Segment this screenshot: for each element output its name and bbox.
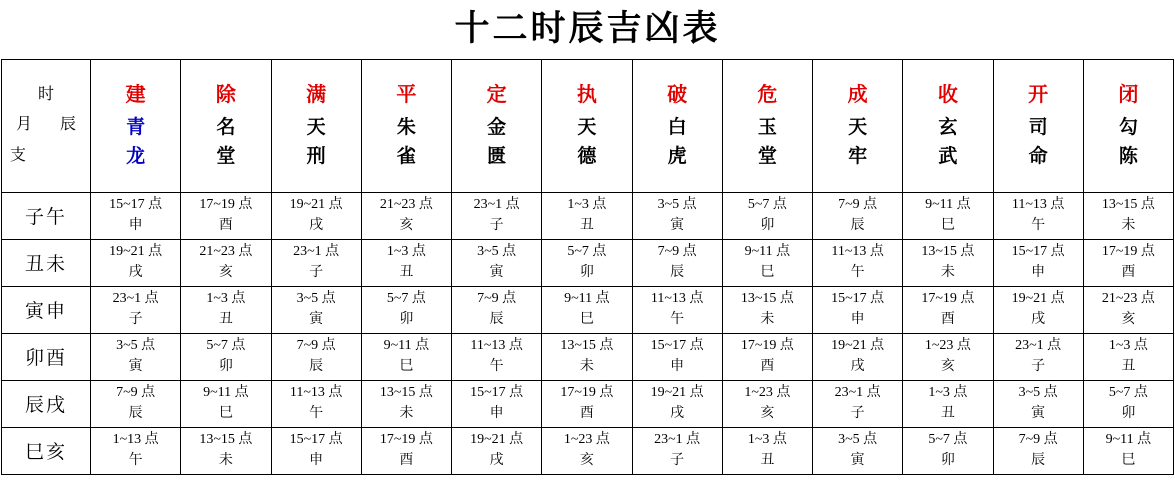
cell-branch: 辰 — [128, 405, 143, 421]
cell-r2-c10 — [993, 286, 1083, 333]
cell-time: 9~11 点 — [203, 385, 249, 401]
cell-r3-c1 — [181, 333, 271, 380]
header-corner-cell — [2, 59, 91, 192]
cell-branch: 丑 — [940, 405, 955, 421]
cell-r5-c4 — [452, 427, 542, 474]
cell-r5-c11 — [1083, 427, 1173, 474]
header-god-bi-1: 勾 — [1118, 116, 1138, 138]
cell-branch: 酉 — [218, 217, 233, 233]
cell-r2-c9 — [903, 286, 993, 333]
cell-r5-c7 — [722, 427, 812, 474]
row-label-ziwu: 子午 — [2, 192, 91, 239]
header-god-man-2: 刑 — [306, 146, 326, 167]
cell-r5-c3 — [361, 427, 451, 474]
row-label-chouwei: 丑未 — [2, 239, 91, 286]
cell-branch: 巳 — [1121, 452, 1136, 468]
cell-time: 5~7 点 — [1108, 385, 1148, 401]
cell-r4-c8 — [813, 380, 903, 427]
cell-r3-c0 — [91, 333, 181, 380]
cell-branch: 未 — [399, 405, 414, 421]
cell-time: 3~5 点 — [116, 338, 156, 354]
cell-time: 1~3 点 — [206, 291, 246, 307]
header-top-man: 满 — [306, 83, 327, 106]
header-column-ping — [361, 59, 451, 192]
cell-branch: 巳 — [940, 217, 955, 233]
cell-time: 11~13 点 — [470, 338, 523, 354]
cell-r4-c5 — [542, 380, 632, 427]
cell-time: 1~23 点 — [563, 432, 610, 448]
cell-r0-c5 — [542, 192, 632, 239]
table-row — [2, 333, 1174, 380]
cell-branch: 丑 — [399, 264, 414, 280]
cell-r3-c2 — [271, 333, 361, 380]
corner-line-3: 支 — [10, 146, 27, 164]
header-god-zhi-1: 天 — [577, 116, 597, 138]
header-god-ping-1: 朱 — [396, 116, 416, 138]
header-top-bi: 闭 — [1118, 83, 1139, 106]
cell-branch: 戌 — [850, 358, 865, 374]
cell-branch: 申 — [128, 217, 143, 233]
header-god-zhi-2: 德 — [577, 146, 597, 167]
cell-branch: 申 — [670, 358, 685, 374]
cell-time: 15~17 点 — [470, 385, 524, 401]
cell-branch: 寅 — [128, 358, 143, 374]
cell-r2-c8 — [813, 286, 903, 333]
cell-time: 23~1 点 — [293, 244, 340, 260]
header-god-man-1: 天 — [306, 116, 326, 138]
cell-branch: 辰 — [309, 358, 324, 374]
cell-time: 19~21 点 — [1011, 291, 1065, 307]
cell-branch: 丑 — [1121, 358, 1136, 374]
cell-r3-c10 — [993, 333, 1083, 380]
cell-time: 1~3 点 — [567, 197, 607, 213]
cell-r0-c0 — [91, 192, 181, 239]
header-god-po-1: 白 — [667, 116, 687, 138]
header-god-jian-2: 龙 — [126, 146, 146, 167]
cell-time: 15~17 点 — [1011, 244, 1065, 260]
cell-r5-c0 — [91, 427, 181, 474]
cell-branch: 子 — [489, 217, 504, 233]
cell-branch: 卯 — [1121, 405, 1136, 421]
cell-branch: 戌 — [1031, 311, 1046, 327]
cell-r3-c11 — [1083, 333, 1173, 380]
cell-time: 7~9 点 — [116, 385, 156, 401]
cell-time: 17~19 点 — [199, 197, 253, 213]
cell-time: 5~7 点 — [206, 338, 246, 354]
cell-branch: 寅 — [670, 217, 685, 233]
cell-time: 11~13 点 — [289, 385, 343, 401]
cell-branch: 午 — [1031, 217, 1046, 233]
table-row — [2, 427, 1174, 474]
header-column-jian — [91, 59, 181, 192]
header-god-wei-2: 堂 — [757, 146, 777, 167]
cell-time: 9~11 点 — [925, 197, 971, 213]
cell-branch: 酉 — [1121, 264, 1136, 280]
cell-time: 15~17 点 — [831, 291, 885, 307]
header-god-wei-1: 玉 — [757, 116, 777, 138]
corner-line-2: 月 辰 — [15, 116, 88, 134]
cell-branch: 巳 — [760, 264, 775, 280]
cell-r1-c1 — [181, 239, 271, 286]
cell-time: 17~19 点 — [1101, 244, 1155, 260]
header-top-zhi: 执 — [576, 83, 597, 106]
header-column-wei — [722, 59, 812, 192]
cell-time: 1~3 点 — [1108, 338, 1148, 354]
cell-time: 3~5 点 — [296, 291, 336, 307]
cell-branch: 亥 — [940, 358, 955, 374]
corner-line-1: 时 — [37, 85, 68, 103]
cell-r2-c3 — [361, 286, 451, 333]
cell-branch: 酉 — [760, 358, 775, 374]
header-top-chu: 除 — [215, 83, 236, 106]
cell-time: 7~9 点 — [838, 197, 878, 213]
header-god-ding-2: 匮 — [487, 146, 507, 167]
cell-r3-c3 — [361, 333, 451, 380]
twelve-hours-luck-table — [1, 59, 1174, 475]
header-god-cheng-1: 天 — [848, 116, 868, 138]
cell-time: 1~23 点 — [924, 338, 971, 354]
row-label-maoyou: 卯酉 — [2, 333, 91, 380]
cell-r5-c1 — [181, 427, 271, 474]
cell-r0-c8 — [813, 192, 903, 239]
cell-r2-c7 — [722, 286, 812, 333]
cell-branch: 酉 — [399, 452, 414, 468]
cell-time: 17~19 点 — [921, 291, 975, 307]
header-top-po: 破 — [667, 83, 688, 106]
cell-time: 23~1 点 — [1015, 338, 1062, 354]
cell-time: 19~21 点 — [831, 338, 885, 354]
header-god-chu-2: 堂 — [216, 146, 236, 167]
cell-branch: 丑 — [218, 311, 233, 327]
cell-r3-c8 — [813, 333, 903, 380]
cell-time: 11~13 点 — [650, 291, 704, 307]
cell-time: 1~23 点 — [744, 385, 791, 401]
cell-time: 19~21 点 — [650, 385, 704, 401]
cell-time: 17~19 点 — [740, 338, 794, 354]
header-top-cheng: 成 — [847, 83, 868, 106]
header-column-cheng — [813, 59, 903, 192]
table-header-row — [2, 59, 1174, 192]
cell-branch: 戌 — [128, 264, 143, 280]
cell-r1-c2 — [271, 239, 361, 286]
cell-branch: 亥 — [399, 217, 414, 233]
cell-time: 5~7 点 — [567, 244, 607, 260]
table-row — [2, 239, 1174, 286]
cell-r2-c5 — [542, 286, 632, 333]
page-title: 十二时辰吉凶表 — [454, 9, 721, 48]
header-column-ding — [452, 59, 542, 192]
cell-branch: 未 — [1121, 217, 1136, 233]
cell-r2-c0 — [91, 286, 181, 333]
cell-r1-c11 — [1083, 239, 1173, 286]
cell-branch: 戌 — [309, 217, 324, 233]
cell-r3-c9 — [903, 333, 993, 380]
cell-branch: 午 — [309, 405, 324, 421]
header-top-jian: 建 — [125, 83, 146, 106]
cell-time: 7~9 点 — [657, 244, 697, 260]
header-top-wei: 危 — [757, 83, 778, 106]
header-top-ding: 定 — [486, 83, 507, 106]
cell-branch: 巳 — [399, 358, 414, 374]
cell-time: 19~21 点 — [109, 244, 163, 260]
cell-r5-c2 — [271, 427, 361, 474]
cell-time: 21~23 点 — [379, 197, 433, 213]
cell-r0-c6 — [632, 192, 722, 239]
cell-branch: 卯 — [940, 452, 955, 468]
cell-r4-c4 — [452, 380, 542, 427]
cell-branch: 子 — [309, 264, 324, 280]
cell-branch: 戌 — [670, 405, 685, 421]
cell-branch: 亥 — [760, 405, 775, 421]
cell-branch: 申 — [1031, 264, 1046, 280]
cell-branch: 申 — [850, 311, 865, 327]
cell-branch: 寅 — [1031, 405, 1046, 421]
cell-r2-c2 — [271, 286, 361, 333]
row-label-chenxu: 辰戌 — [2, 380, 91, 427]
cell-r1-c3 — [361, 239, 451, 286]
cell-branch: 午 — [489, 358, 504, 374]
cell-r1-c9 — [903, 239, 993, 286]
cell-r5-c10 — [993, 427, 1083, 474]
header-column-shou — [903, 59, 993, 192]
cell-time: 5~7 点 — [747, 197, 787, 213]
cell-branch: 酉 — [579, 405, 594, 421]
cell-r0-c7 — [722, 192, 812, 239]
header-column-chu — [181, 59, 271, 192]
header-column-zhi — [542, 59, 632, 192]
table-body — [2, 192, 1174, 474]
cell-r1-c6 — [632, 239, 722, 286]
cell-branch: 亥 — [579, 452, 594, 468]
cell-branch: 子 — [1031, 358, 1046, 374]
cell-r4-c10 — [993, 380, 1083, 427]
cell-branch: 子 — [670, 452, 685, 468]
cell-r5-c8 — [813, 427, 903, 474]
header-god-kai-1: 司 — [1028, 116, 1048, 138]
cell-time: 3~5 点 — [477, 244, 517, 260]
cell-time: 21~23 点 — [199, 244, 253, 260]
cell-r5-c6 — [632, 427, 722, 474]
cell-r2-c6 — [632, 286, 722, 333]
header-god-jian-1: 青 — [126, 116, 146, 138]
cell-time: 1~3 点 — [386, 244, 426, 260]
cell-time: 23~1 点 — [654, 432, 701, 448]
cell-branch: 午 — [128, 452, 143, 468]
cell-time: 13~15 点 — [1101, 197, 1155, 213]
cell-time: 21~23 点 — [1101, 291, 1155, 307]
header-top-shou: 收 — [937, 83, 958, 106]
cell-time: 9~11 点 — [744, 244, 791, 260]
cell-r1-c5 — [542, 239, 632, 286]
cell-r4-c7 — [722, 380, 812, 427]
cell-time: 1~3 点 — [747, 432, 787, 448]
header-god-chu-1: 名 — [216, 116, 236, 138]
cell-time: 23~1 点 — [473, 197, 520, 213]
cell-branch: 卯 — [760, 217, 775, 233]
header-top-kai: 开 — [1028, 83, 1049, 106]
cell-time: 15~17 点 — [109, 197, 163, 213]
cell-time: 13~15 点 — [740, 291, 794, 307]
cell-r3-c4 — [452, 333, 542, 380]
cell-time: 7~9 点 — [296, 338, 336, 354]
cell-r3-c6 — [632, 333, 722, 380]
cell-branch: 酉 — [940, 311, 955, 327]
header-god-ping-2: 雀 — [396, 146, 416, 167]
cell-branch: 辰 — [1031, 452, 1046, 468]
cell-time: 11~13 点 — [831, 244, 884, 260]
header-god-shou-2: 武 — [938, 146, 958, 167]
cell-time: 7~9 点 — [1018, 432, 1058, 448]
header-god-po-2: 虎 — [667, 146, 687, 167]
cell-r1-c10 — [993, 239, 1083, 286]
cell-branch: 辰 — [850, 217, 865, 233]
cell-branch: 子 — [128, 311, 143, 327]
header-top-ping: 平 — [396, 83, 417, 106]
cell-time: 7~9 点 — [477, 291, 517, 307]
header-column-bi — [1083, 59, 1173, 192]
cell-branch: 子 — [850, 405, 865, 421]
cell-r0-c11 — [1083, 192, 1173, 239]
cell-r4-c0 — [91, 380, 181, 427]
cell-r4-c1 — [181, 380, 271, 427]
cell-r0-c1 — [181, 192, 271, 239]
cell-r1-c7 — [722, 239, 812, 286]
cell-branch: 卯 — [218, 358, 233, 374]
cell-branch: 未 — [579, 358, 594, 374]
cell-r1-c0 — [91, 239, 181, 286]
table-row — [2, 380, 1174, 427]
cell-r5-c9 — [903, 427, 993, 474]
cell-r0-c9 — [903, 192, 993, 239]
cell-time: 3~5 点 — [657, 197, 697, 213]
cell-branch: 巳 — [218, 405, 233, 421]
cell-time: 15~17 点 — [289, 432, 343, 448]
cell-branch: 寅 — [850, 452, 865, 468]
cell-branch: 辰 — [670, 264, 685, 280]
cell-branch: 午 — [850, 264, 865, 280]
cell-time: 23~1 点 — [834, 385, 881, 401]
header-god-bi-2: 陈 — [1118, 146, 1138, 167]
cell-time: 17~19 点 — [379, 432, 433, 448]
cell-branch: 申 — [489, 405, 504, 421]
cell-time: 13~15 点 — [921, 244, 975, 260]
row-label-yinshen: 寅申 — [2, 286, 91, 333]
cell-r0-c3 — [361, 192, 451, 239]
cell-r2-c4 — [452, 286, 542, 333]
cell-time: 15~17 点 — [650, 338, 704, 354]
cell-time: 5~7 点 — [928, 432, 968, 448]
cell-r0-c4 — [452, 192, 542, 239]
header-god-shou-1: 玄 — [938, 116, 958, 138]
cell-branch: 午 — [670, 311, 685, 327]
cell-time: 19~21 点 — [289, 197, 343, 213]
cell-branch: 辰 — [489, 311, 504, 327]
cell-r1-c4 — [452, 239, 542, 286]
cell-branch: 寅 — [309, 311, 324, 327]
cell-time: 9~11 点 — [1105, 432, 1152, 448]
cell-time: 1~13 点 — [112, 432, 159, 448]
row-label-sihai: 巳亥 — [2, 427, 91, 474]
cell-branch: 丑 — [760, 452, 775, 468]
cell-time: 5~7 点 — [386, 291, 426, 307]
header-column-po — [632, 59, 722, 192]
header-column-kai — [993, 59, 1083, 192]
cell-branch: 巳 — [579, 311, 594, 327]
cell-time: 13~15 点 — [199, 432, 253, 448]
table-row — [2, 192, 1174, 239]
cell-time: 17~19 点 — [560, 385, 614, 401]
cell-time: 9~11 点 — [383, 338, 430, 354]
cell-r4-c6 — [632, 380, 722, 427]
cell-r4-c3 — [361, 380, 451, 427]
cell-branch: 卯 — [399, 311, 414, 327]
cell-r3-c7 — [722, 333, 812, 380]
cell-r4-c11 — [1083, 380, 1173, 427]
header-god-kai-2: 命 — [1028, 146, 1048, 167]
cell-branch: 戌 — [489, 452, 504, 468]
cell-branch: 未 — [760, 311, 775, 327]
header-column-man — [271, 59, 361, 192]
cell-branch: 寅 — [489, 264, 504, 280]
cell-branch: 丑 — [579, 217, 594, 233]
cell-branch: 亥 — [218, 264, 233, 280]
table-header — [2, 59, 1174, 192]
cell-r2-c11 — [1083, 286, 1173, 333]
cell-time: 13~15 点 — [379, 385, 433, 401]
cell-r0-c2 — [271, 192, 361, 239]
cell-time: 1~3 点 — [928, 385, 968, 401]
cell-branch: 亥 — [1121, 311, 1136, 327]
cell-r1-c8 — [813, 239, 903, 286]
cell-time: 19~21 点 — [470, 432, 524, 448]
cell-time: 9~11 点 — [564, 291, 610, 307]
header-god-cheng-2: 牢 — [848, 146, 868, 167]
cell-time: 3~5 点 — [1018, 385, 1058, 401]
cell-branch: 未 — [940, 264, 955, 280]
cell-time: 13~15 点 — [560, 338, 614, 354]
cell-r3-c5 — [542, 333, 632, 380]
cell-r5-c5 — [542, 427, 632, 474]
cell-branch: 未 — [218, 452, 233, 468]
cell-time: 23~1 点 — [112, 291, 159, 307]
cell-r4-c9 — [903, 380, 993, 427]
cell-r2-c1 — [181, 286, 271, 333]
header-god-ding-1: 金 — [487, 116, 507, 138]
cell-time: 11~13 点 — [1011, 197, 1065, 213]
cell-branch: 卯 — [579, 264, 594, 280]
cell-r0-c10 — [993, 192, 1083, 239]
cell-branch: 申 — [309, 452, 324, 468]
cell-r4-c2 — [271, 380, 361, 427]
cell-time: 3~5 点 — [838, 432, 878, 448]
table-row — [2, 286, 1174, 333]
